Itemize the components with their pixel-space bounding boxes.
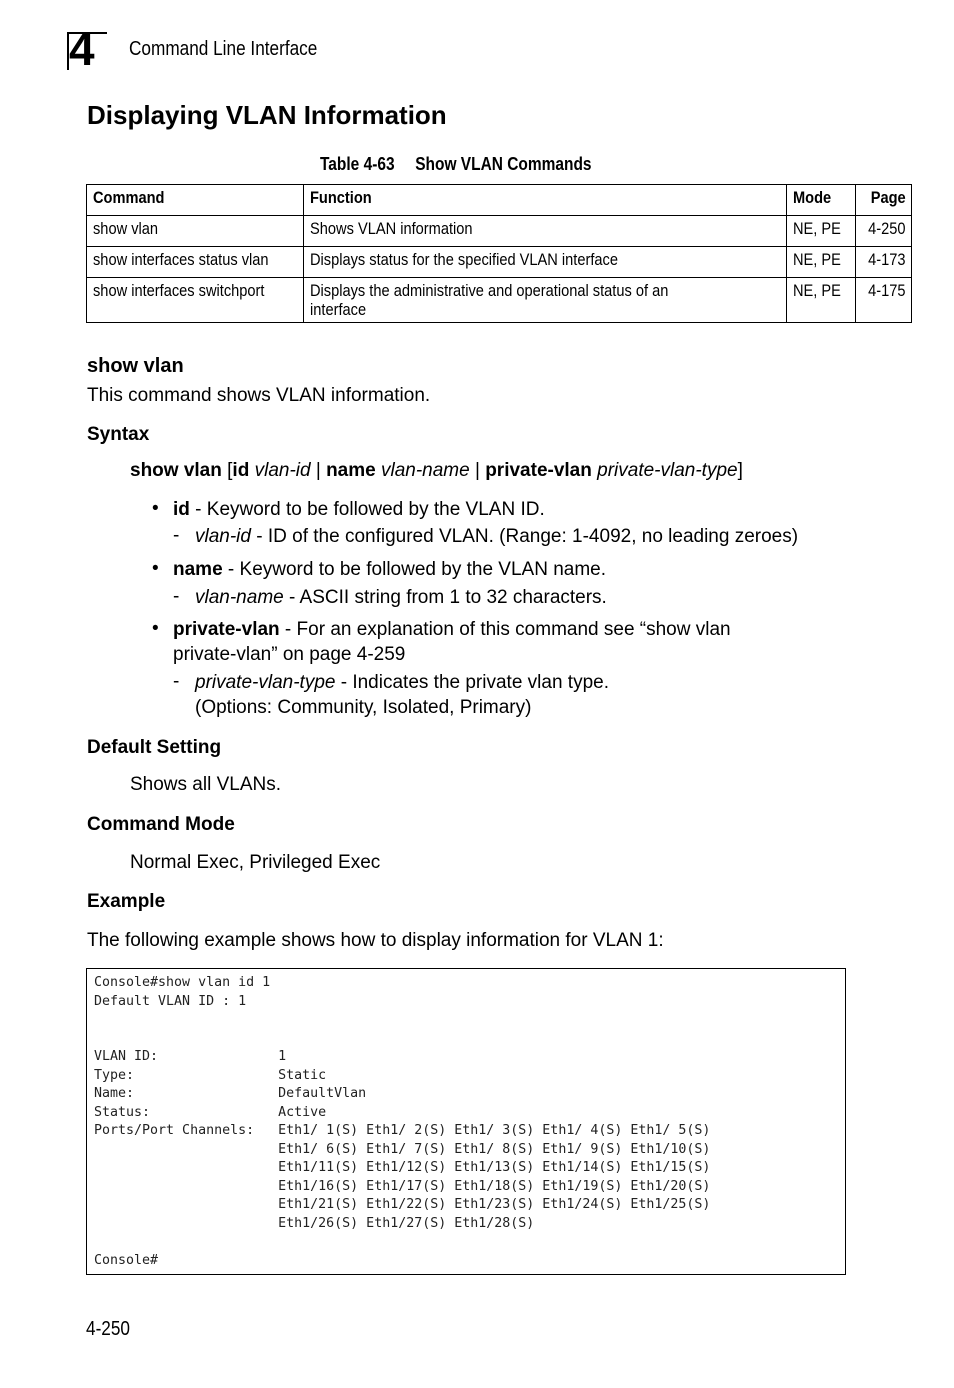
chapter-number: 4 [69, 23, 94, 75]
syntax-keyword-private-vlan: private-vlan [485, 460, 592, 481]
table-row [87, 216, 912, 247]
table-cell-function: Displays the administrative and operational status of an interface [304, 278, 787, 323]
table-cell-command: show interfaces status vlan [87, 247, 304, 278]
param-text: - Keyword to be followed by the VLAN ID. [189, 499, 545, 520]
syntax-keyword-name: name [326, 460, 376, 481]
syntax-command: show vlan [130, 460, 222, 481]
param-arg: vlan-name [195, 587, 284, 608]
table-row [87, 247, 912, 278]
table-caption-title: Show VLAN Commands [415, 154, 592, 174]
column-header-command: Command [87, 185, 304, 216]
table-cell-function: Shows VLAN information [304, 216, 787, 247]
syntax-separator: | [310, 460, 327, 481]
param-text: - Keyword to be followed by the VLAN name. [222, 559, 607, 580]
dash-icon: - [173, 586, 180, 607]
console-output: Console#show vlan id 1 Default VLAN ID : 1 VLAN ID: 1 Type: Static Name: DefaultVlan Status: Active Ports/Port Channels: Eth1/ 1(S) Eth1/ 2(S) Eth1/ 3(S) Eth1/ 4(S) Eth1/ 5(S) Eth1/ 6(S) Eth1/ 7(S) Eth1/ 8(S) Eth1/ 9(S) Eth1/10(S) Eth1/11(S) Eth1/12(S) Eth1/13(S) Eth1/14(S) Eth1/15(S) Eth1/16(S) Eth1/17(S) Eth1/18(S) Eth1/19(S) Eth1/20(S) Eth1/21(S) Eth1/22(S) Eth1/23(S) Eth1/24(S) Eth1/25(S) Eth1/26(S) Eth1/27(S) Eth1/28(S) Console# [94, 975, 711, 1268]
param-text: - For an explanation of this command see “show vlan [279, 619, 731, 640]
table-row [87, 278, 912, 323]
param-item-private-vlan-cont: private-vlan” on page 4-259 [173, 644, 406, 665]
section-title: Displaying VLAN Information [87, 100, 447, 130]
table-cell-page: 4-175 [855, 278, 911, 323]
column-header-function: Function [304, 185, 787, 216]
table-cell-command: show vlan [87, 216, 304, 247]
syntax-keyword-id: id [232, 460, 250, 481]
param-keyword: id [173, 499, 190, 520]
column-header-page: Page [855, 185, 911, 216]
param-item-id [173, 497, 545, 522]
param-arg-text: - ID of the configured VLAN. (Range: 1-4092, no leading zeroes) [250, 526, 799, 547]
example-heading: Example [87, 891, 166, 912]
syntax-separator: | [469, 460, 486, 481]
page-number: 4-250 [86, 1318, 130, 1340]
command-mode-heading: Command Mode [87, 814, 235, 835]
dash-icon: - [173, 525, 180, 546]
command-mode-text: Normal Exec, Privileged Exec [130, 852, 381, 873]
syntax-line [130, 460, 743, 482]
param-item-name [173, 557, 606, 582]
table-caption [320, 154, 592, 175]
param-subitem-vlan-name [195, 585, 607, 610]
syntax-arg-private-vlan-type: private-vlan-type [591, 460, 738, 481]
dash-icon: - [173, 671, 180, 692]
syntax-heading: Syntax [87, 424, 150, 445]
bullet-icon: • [152, 558, 159, 579]
param-subitem-private-vlan-type [195, 670, 609, 695]
param-subitem-vlan-id [195, 524, 798, 549]
command-description: This command shows VLAN information. [87, 385, 431, 406]
param-arg: private-vlan-type [195, 672, 336, 693]
param-keyword: private-vlan [173, 619, 280, 640]
chapter-title: Command Line Interface [129, 38, 318, 60]
param-arg: vlan-id [195, 526, 251, 547]
param-subitem-options: (Options: Community, Isolated, Primary) [195, 697, 532, 718]
table-cell-command: show interfaces switchport [87, 278, 304, 323]
example-intro: The following example shows how to display information for VLAN 1: [87, 930, 664, 951]
param-arg-text: - Indicates the private vlan type. [335, 672, 609, 693]
param-keyword: name [173, 559, 223, 580]
table-cell-mode: NE, PE [787, 278, 856, 323]
table-cell-mode: NE, PE [787, 247, 856, 278]
table-cell-mode: NE, PE [787, 216, 856, 247]
bullet-icon: • [152, 618, 159, 639]
syntax-arg-id: vlan-id [249, 460, 311, 481]
syntax-arg-name: vlan-name [375, 460, 470, 481]
table-cell-page: 4-250 [855, 216, 911, 247]
param-item-private-vlan [173, 617, 731, 642]
table-cell-function: Displays status for the specified VLAN interface [304, 247, 787, 278]
table-cell-page: 4-173 [855, 247, 911, 278]
default-setting-text: Shows all VLANs. [130, 774, 282, 795]
commands-table [86, 184, 912, 323]
default-setting-heading: Default Setting [87, 737, 222, 758]
syntax-bracket: [ [221, 460, 233, 481]
param-arg-text: - ASCII string from 1 to 32 characters. [283, 587, 607, 608]
table-header-row [87, 185, 912, 216]
bullet-icon: • [152, 498, 159, 519]
column-header-mode: Mode [787, 185, 856, 216]
syntax-bracket: ] [737, 460, 743, 481]
table-caption-label: Table 4-63 [320, 154, 395, 174]
console-output-box [86, 968, 846, 1275]
command-heading: show vlan [87, 355, 184, 377]
